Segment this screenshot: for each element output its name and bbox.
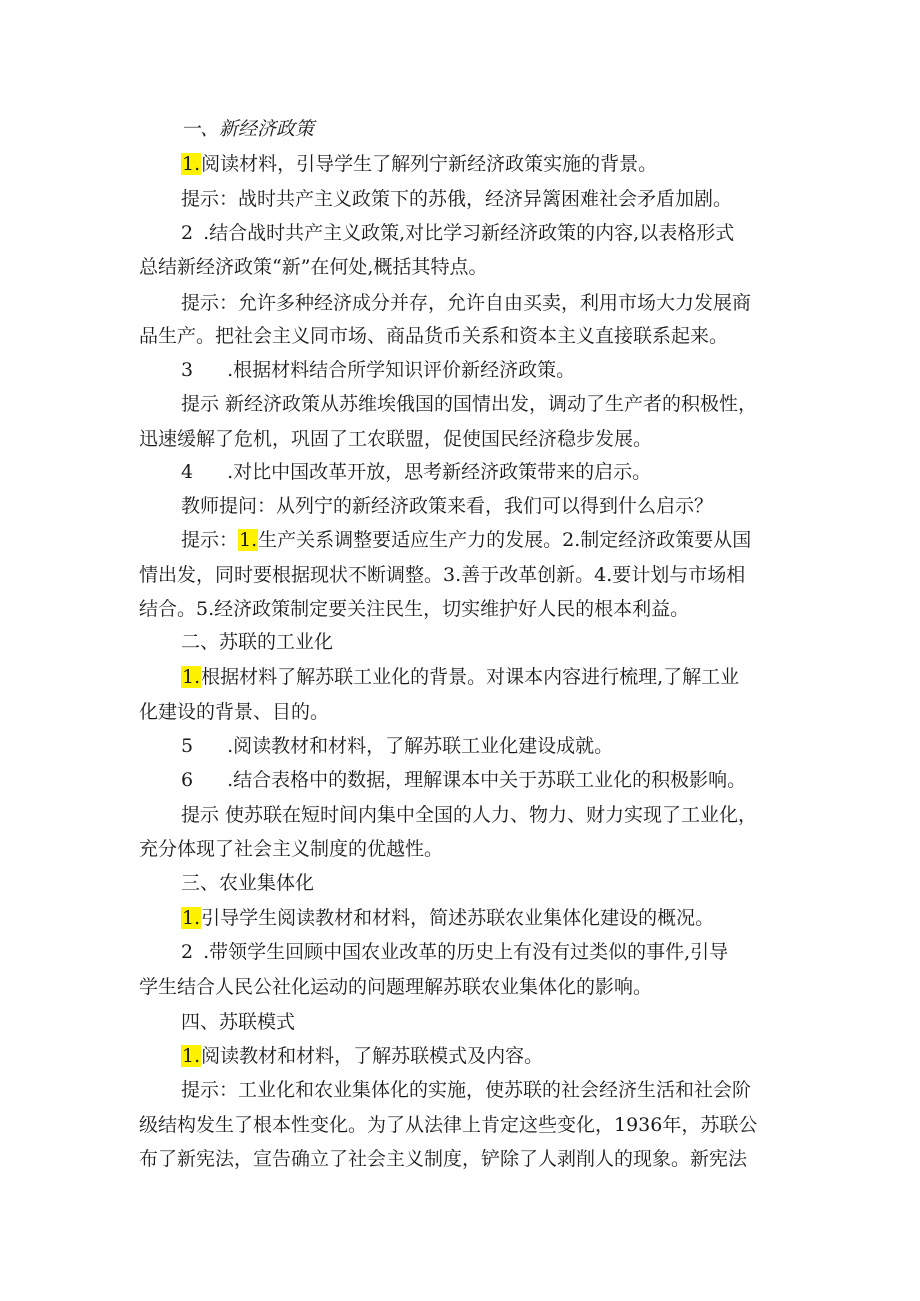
paragraph-text: .带领学生回顾中国农业改革的历史上有没有过类似的事件,引导	[203, 941, 729, 963]
section-heading-new-economic-policy: 一、新经济政策	[181, 118, 315, 140]
hint-1-4	[181, 525, 751, 555]
paragraph-1-1	[181, 149, 657, 179]
highlighted-number: 1.	[239, 529, 258, 551]
paragraph-text: .结合表格中的数据，理解课本中关于苏联工业化的积极影响。	[227, 769, 747, 791]
hint-1-4-cont-2: 结合。5.经济政策制定要关注民生，切实维护好人民的根本利益。	[139, 598, 690, 620]
paragraph-text: .结合战时共产主义政策,对比学习新经济政策的内容,以表格形式	[203, 222, 735, 244]
item-number: 2	[181, 222, 194, 244]
item-number: 5	[181, 735, 194, 757]
paragraph-text: 生产关系调整要适应生产力的发展。2.制定经济政策要从国	[258, 529, 752, 551]
item-number: 4	[181, 461, 194, 483]
hint-2-6: 提示 使苏联在短时间内集中全国的人力、物力、财力实现了工业化，	[181, 804, 758, 826]
hint-prefix: 提示：	[181, 529, 239, 551]
hint-1-2-cont: 品生产。把社会主义同市场、商品货币关系和资本主义直接联系起来。	[139, 325, 729, 347]
highlighted-number: 1.	[182, 1045, 201, 1067]
paragraph-1-2	[181, 218, 734, 248]
paragraph-text: 阅读教材和材料，了解苏联模式及内容。	[201, 1045, 544, 1067]
teacher-question: 教师提问：从列宁的新经济政策来看，我们可以得到什么启示？	[181, 495, 714, 517]
paragraph-text: 阅读材料，引导学生了解列宁新经济政策实施的背景。	[201, 153, 658, 175]
highlighted-number: 1.	[182, 666, 201, 688]
hint-4-1-cont-1: 级结构发生了根本性变化。为了从法律上肯定这些变化，1936年，苏联公	[139, 1114, 758, 1136]
paragraph-text: 引导学生阅读教材和材料，简述苏联农业集体化建设的概况。	[201, 907, 715, 929]
hint-4-1-cont-2: 布了新宪法，宣告确立了社会主义制度，铲除了人剥削人的现象。新宪法	[139, 1148, 748, 1170]
paragraph-text: .根据材料结合所学知识评价新经济政策。	[227, 359, 576, 381]
paragraph-2-1	[181, 662, 739, 692]
section-heading-collectivization: 三、农业集体化	[181, 872, 315, 894]
hint-1-4-cont-1: 情出发，同时要根据现状不断调整。3.善于改革创新。4.要计划与市场相	[139, 564, 746, 586]
highlighted-number: 1.	[182, 153, 201, 175]
paragraph-text: 根据材料了解苏联工业化的背景。对课本内容进行梳理,了解工业	[201, 666, 740, 688]
hint-1-3: 提示 新经济政策从苏维埃俄国的国情出发，调动了生产者的积极性，	[181, 393, 758, 415]
item-number: 3	[181, 359, 194, 381]
hint-4-1: 提示：工业化和农业集体化的实施，使苏联的社会经济生活和社会阶	[181, 1079, 752, 1101]
paragraph-4-1	[181, 1041, 543, 1071]
paragraph-text: .阅读教材和材料，了解苏联工业化建设成就。	[227, 735, 614, 757]
section-heading-industrialization: 二、苏联的工业化	[181, 631, 334, 653]
paragraph-1-2-cont: 总结新经济政策“新”在何处,概括其特点。	[139, 256, 488, 278]
section-heading-soviet-model: 四、苏联模式	[181, 1011, 296, 1033]
paragraph-2-5	[181, 731, 613, 761]
paragraph-2-6	[181, 765, 746, 795]
paragraph-3-2	[181, 937, 728, 967]
highlighted-number: 1.	[182, 907, 201, 929]
paragraph-3-1	[181, 903, 714, 933]
paragraph-1-4	[181, 457, 651, 487]
hint-1-3-cont: 迅速缓解了危机，巩固了工农联盟，促使国民经济稳步发展。	[139, 428, 653, 450]
hint-2-6-cont: 充分体现了社会主义制度的优越性。	[139, 838, 444, 860]
paragraph-text: .对比中国改革开放，思考新经济政策带来的启示。	[227, 461, 652, 483]
hint-1-1: 提示：战时共产主义政策下的苏俄，经济异篱困难社会矛盾加剧。	[181, 188, 733, 210]
item-number: 2	[181, 941, 194, 963]
paragraph-1-3	[181, 355, 575, 385]
paragraph-3-2-cont: 学生结合人民公社化运动的问题理解苏联农业集体化的影响。	[139, 976, 653, 998]
item-number: 6	[181, 769, 194, 791]
paragraph-2-1-cont: 化建设的背景、目的。	[139, 701, 330, 723]
hint-1-2: 提示：允许多种经济成分并存，允许自由买卖，利用市场大力发展商	[181, 292, 752, 314]
